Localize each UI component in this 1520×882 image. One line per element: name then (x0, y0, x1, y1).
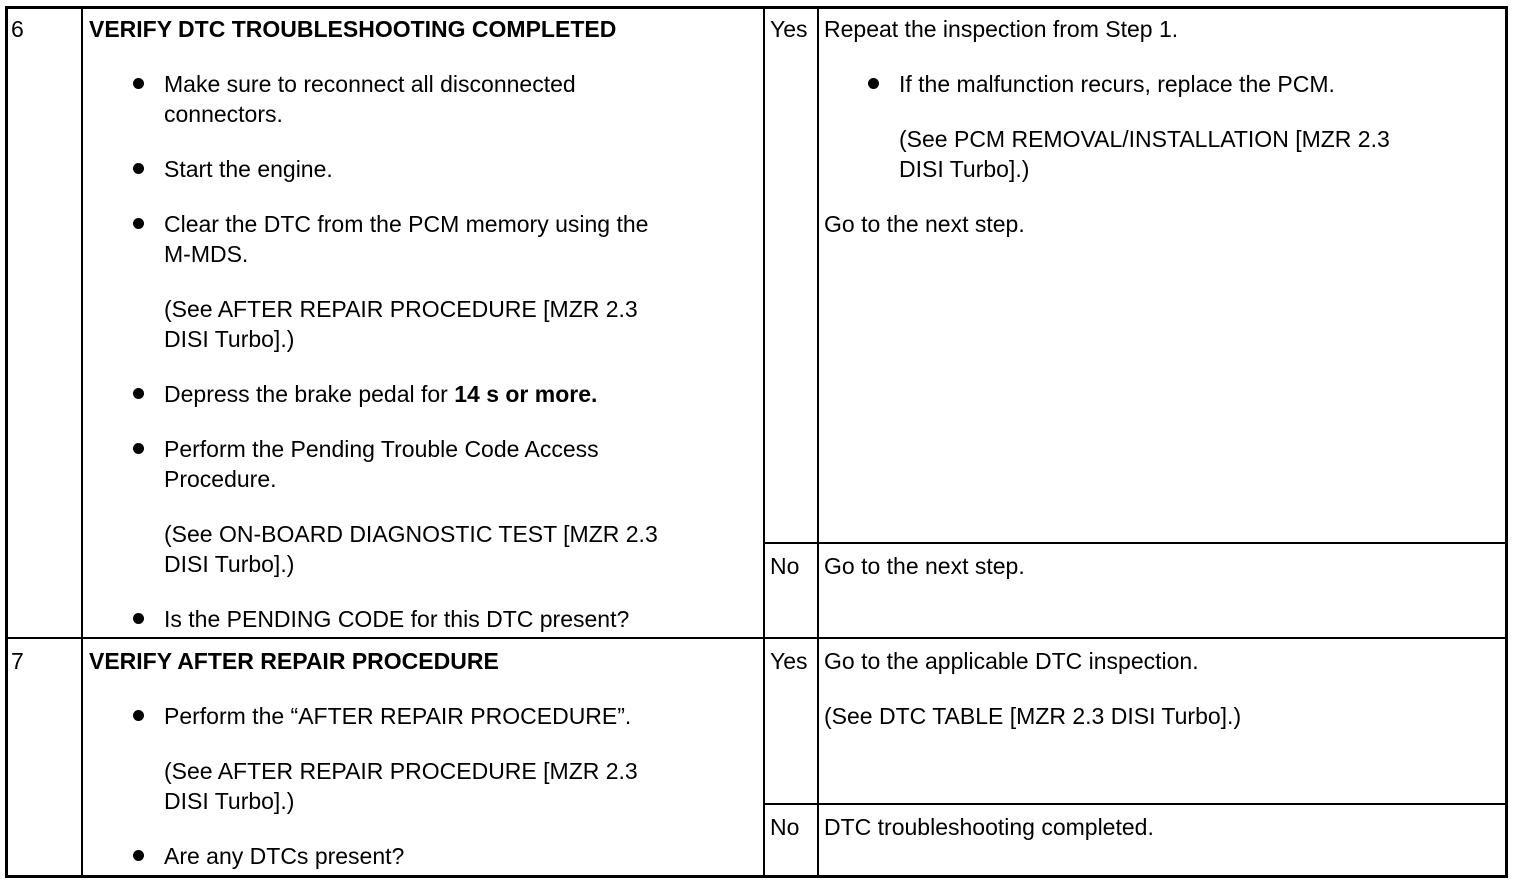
table-border-bottom (5, 875, 1508, 878)
action-text: M-MDS. (164, 241, 249, 267)
result-text: Go to the next step. (824, 553, 1025, 579)
table-border-right (1505, 6, 1508, 878)
action-text (164, 379, 597, 409)
bullet-icon (133, 218, 144, 229)
bullet-icon (133, 388, 144, 399)
yes-no-divider-step7 (763, 803, 1508, 805)
column-divider-result (817, 6, 819, 878)
no-label: No (770, 814, 800, 840)
reference-text: (See AFTER REPAIR PROCEDURE [MZR 2.3 (164, 758, 638, 784)
column-divider-action (763, 6, 765, 878)
reference-text: DISI Turbo].) (164, 788, 295, 814)
result-text: Repeat the inspection from Step 1. (824, 16, 1179, 42)
action-text-regular: Depress the brake pedal for (164, 381, 455, 407)
action-text: Are any DTCs present? (164, 843, 405, 869)
result-text: If the malfunction recurs, replace the PCM. (899, 71, 1335, 97)
yes-no-divider-step6 (763, 542, 1508, 544)
reference-text: DISI Turbo].) (164, 551, 295, 577)
row-divider (5, 637, 1508, 639)
table-border-left (5, 6, 8, 878)
bullet-icon (133, 78, 144, 89)
table-border-top (5, 6, 1508, 9)
step-number: 6 (11, 16, 24, 42)
result-text: Go to the applicable DTC inspection. (824, 648, 1199, 674)
action-text-bold: 14 s or more. (454, 381, 598, 407)
action-text: Start the engine. (164, 156, 333, 182)
bullet-icon (133, 850, 144, 861)
action-text: Make sure to reconnect all disconnected (164, 71, 576, 97)
action-text: Procedure. (164, 466, 277, 492)
step-title: VERIFY DTC TROUBLESHOOTING COMPLETED (89, 16, 617, 42)
result-text: DTC troubleshooting completed. (824, 814, 1154, 840)
reference-text: (See ON-BOARD DIAGNOSTIC TEST [MZR 2.3 (164, 521, 658, 547)
reference-text: (See DTC TABLE [MZR 2.3 DISI Turbo].) (824, 703, 1242, 729)
yes-label: Yes (770, 16, 808, 42)
bullet-icon (133, 163, 144, 174)
reference-text: DISI Turbo].) (164, 326, 295, 352)
result-text: Go to the next step. (824, 211, 1025, 237)
reference-text: DISI Turbo].) (899, 156, 1030, 182)
reference-text: (See PCM REMOVAL/INSTALLATION [MZR 2.3 (899, 126, 1390, 152)
action-text: connectors. (164, 101, 283, 127)
bullet-icon (133, 443, 144, 454)
yes-label: Yes (770, 648, 808, 674)
action-text: Is the PENDING CODE for this DTC present? (164, 606, 630, 632)
action-text: Clear the DTC from the PCM memory using the (164, 211, 649, 237)
action-text: Perform the “AFTER REPAIR PROCEDURE”. (164, 703, 632, 729)
reference-text: (See AFTER REPAIR PROCEDURE [MZR 2.3 (164, 296, 638, 322)
bullet-icon (133, 613, 144, 624)
step-number: 7 (11, 648, 24, 674)
action-text: Perform the Pending Trouble Code Access (164, 436, 599, 462)
no-label: No (770, 553, 800, 579)
bullet-icon (133, 710, 144, 721)
column-divider-step (81, 6, 83, 878)
bullet-icon (868, 78, 879, 89)
step-title: VERIFY AFTER REPAIR PROCEDURE (89, 648, 499, 674)
